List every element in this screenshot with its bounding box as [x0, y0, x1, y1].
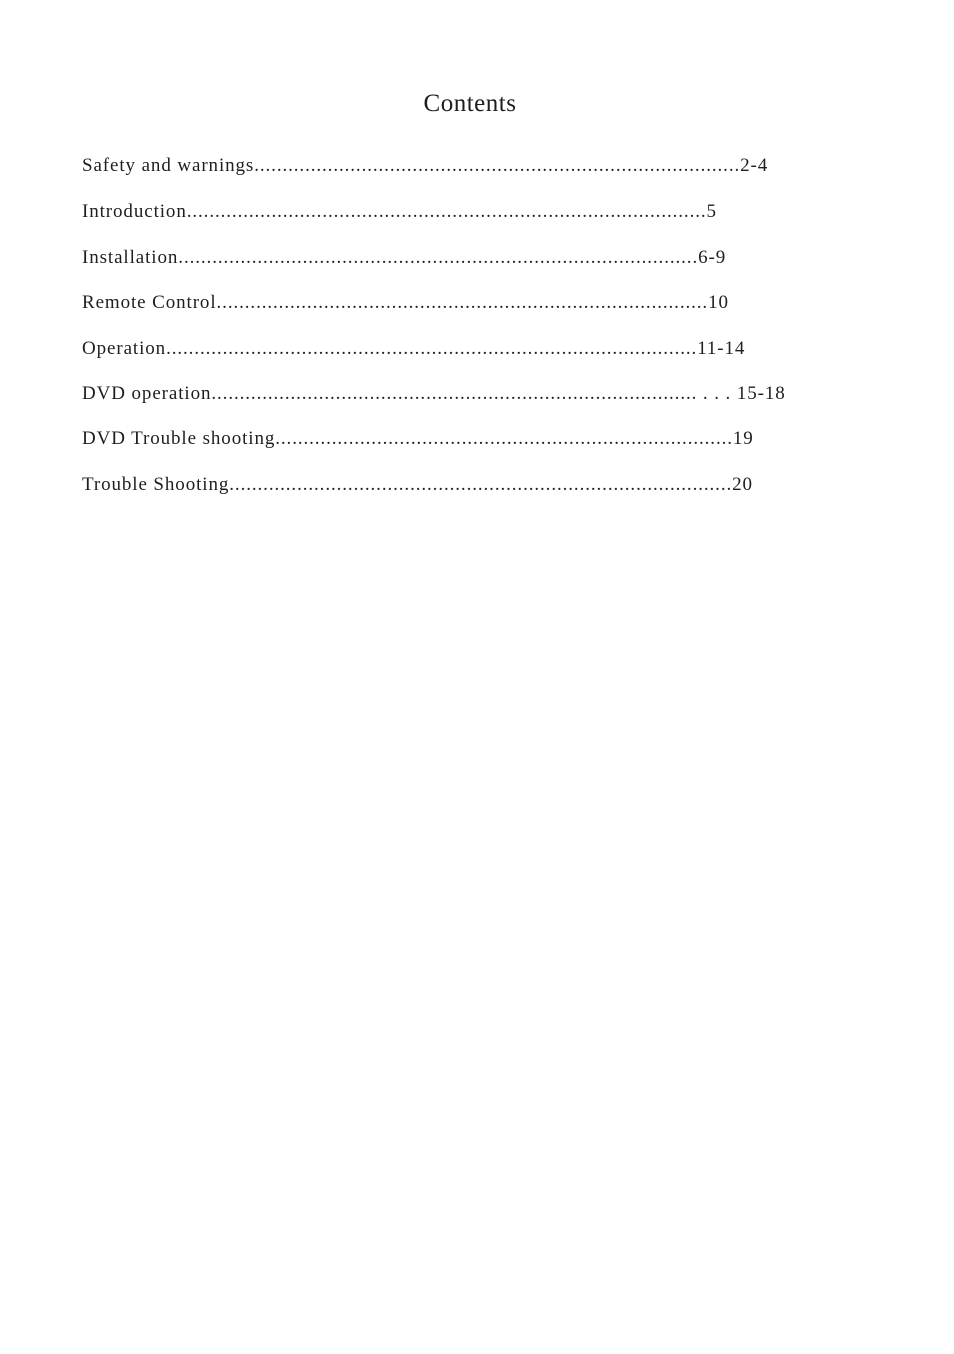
toc-entry-label: Safety and warnings [82, 155, 255, 176]
toc-leader-dots: ................................................................................. [275, 428, 733, 449]
toc-entry-label: DVD Trouble shooting [82, 428, 276, 449]
toc-entry-remote-control [82, 289, 729, 317]
toc-page-number: 6-9 [698, 247, 727, 268]
toc-entry-label: Remote Control [82, 292, 217, 313]
toc-entry-installation [82, 244, 726, 272]
toc-entry-label: Installation [82, 247, 179, 268]
toc-leader-dots: ...................................................................................... [254, 155, 741, 176]
toc-entry-introduction [82, 198, 717, 226]
toc-leader-dots: ....................................................................................... [216, 292, 709, 313]
toc-leader-dots: ............................................................................................ [178, 247, 699, 268]
toc-page-number: 11-14 [697, 338, 746, 359]
toc-page-number: 19 [732, 428, 754, 449]
toc-entry-label: DVD operation [82, 383, 212, 404]
toc-page-number: 5 [706, 201, 717, 222]
toc-page-number: 20 [732, 474, 753, 495]
toc-entry-safety-and-warnings [82, 152, 768, 180]
toc-entry-dvd-trouble-shooting [82, 425, 754, 453]
toc-leader-dots: .............................................................................................. [166, 338, 698, 359]
toc-entry-label: Operation [82, 338, 167, 359]
toc-entry-operation [82, 335, 745, 363]
toc-leader-dots: ...................................................................................... . . . [211, 383, 737, 404]
toc-page-number: 10 [708, 292, 729, 313]
toc-page-number: 2-4 [740, 155, 769, 176]
toc-leader-dots: ......................................................................................... [229, 474, 733, 495]
toc-page-number: 15-18 [736, 383, 786, 404]
toc-leader-dots: ............................................................................................ [186, 201, 707, 222]
toc-entry-label: Trouble Shooting [82, 474, 230, 495]
page-title: Contents [423, 90, 517, 117]
toc-entry-label: Introduction [82, 201, 187, 222]
toc-entry-dvd-operation [82, 380, 786, 408]
toc-entry-trouble-shooting [82, 471, 753, 499]
